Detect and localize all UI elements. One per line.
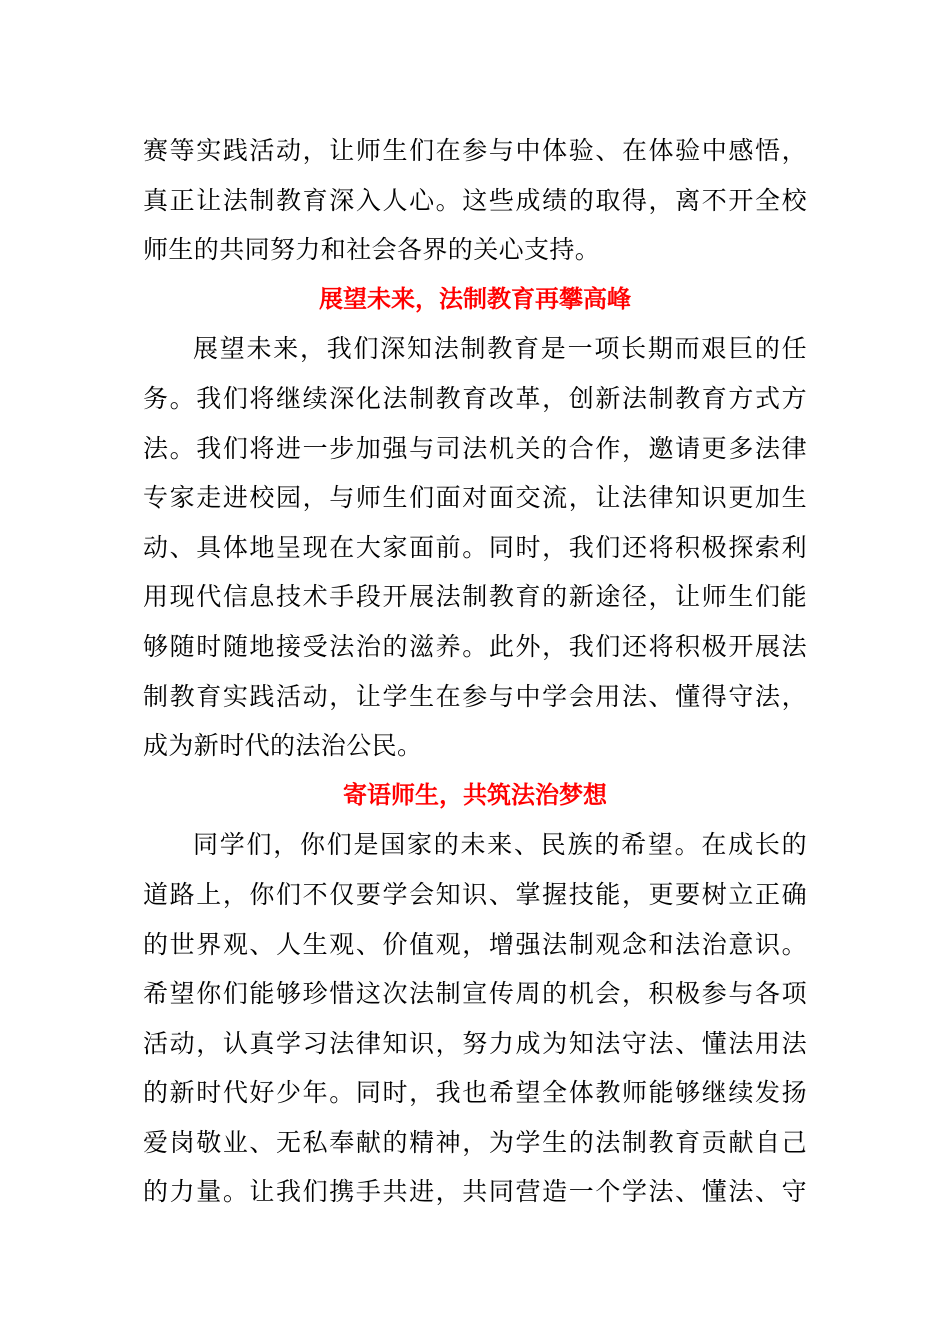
body-line: 法。我们将进一步加强与司法机关的合作，邀请更多法律 <box>143 433 807 463</box>
body-line: 务。我们将继续深化法制教育改革，创新法制教育方式方 <box>143 383 807 413</box>
body-line: 赛等实践活动，让师生们在参与中体验、在体验中感悟， <box>143 136 807 165</box>
body-line: 动、具体地呈现在大家面前。同时，我们还将积极探索利 <box>143 532 807 562</box>
body-line: 展望未来，我们深知法制教育是一项长期而艰巨的任 <box>193 334 807 364</box>
body-line: 的力量。让我们携手共进，共同营造一个学法、懂法、守 <box>143 1177 807 1207</box>
section-heading-message: 寄语师生，共筑法治梦想 <box>343 780 607 809</box>
body-line: 够随时随地接受法治的滋养。此外，我们还将积极开展法 <box>143 631 807 661</box>
body-line: 成为新时代的法治公民。 <box>143 731 423 761</box>
document-body <box>143 126 807 1217</box>
body-line: 用现代信息技术手段开展法制教育的新途径，让师生们能 <box>143 582 807 612</box>
body-line: 真正让法制教育深入人心。这些成绩的取得，离不开全校 <box>143 185 807 215</box>
body-line: 活动，认真学习法律知识，努力成为知法守法、懂法用法 <box>143 1028 807 1058</box>
body-line: 的新时代好少年。同时，我也希望全体教师能够继续发扬 <box>143 1078 807 1108</box>
body-line: 爱岗敬业、无私奉献的精神，为学生的法制教育贡献自己 <box>143 1127 807 1157</box>
body-line: 制教育实践活动，让学生在参与中学会用法、懂得守法， <box>143 681 807 711</box>
body-line: 同学们，你们是国家的未来、民族的希望。在成长的 <box>193 830 807 860</box>
body-line: 专家走进校园，与师生们面对面交流，让法律知识更加生 <box>143 483 807 513</box>
body-line: 的世界观、人生观、价值观，增强法制观念和法治意识。 <box>143 929 807 959</box>
body-line: 希望你们能够珍惜这次法制宣传周的机会，积极参与各项 <box>143 979 807 1009</box>
body-line: 师生的共同努力和社会各界的关心支持。 <box>143 235 601 265</box>
body-line: 道路上，你们不仅要学会知识、掌握技能，更要树立正确 <box>143 879 807 909</box>
section-heading-future: 展望未来，法制教育再攀高峰 <box>319 284 631 313</box>
